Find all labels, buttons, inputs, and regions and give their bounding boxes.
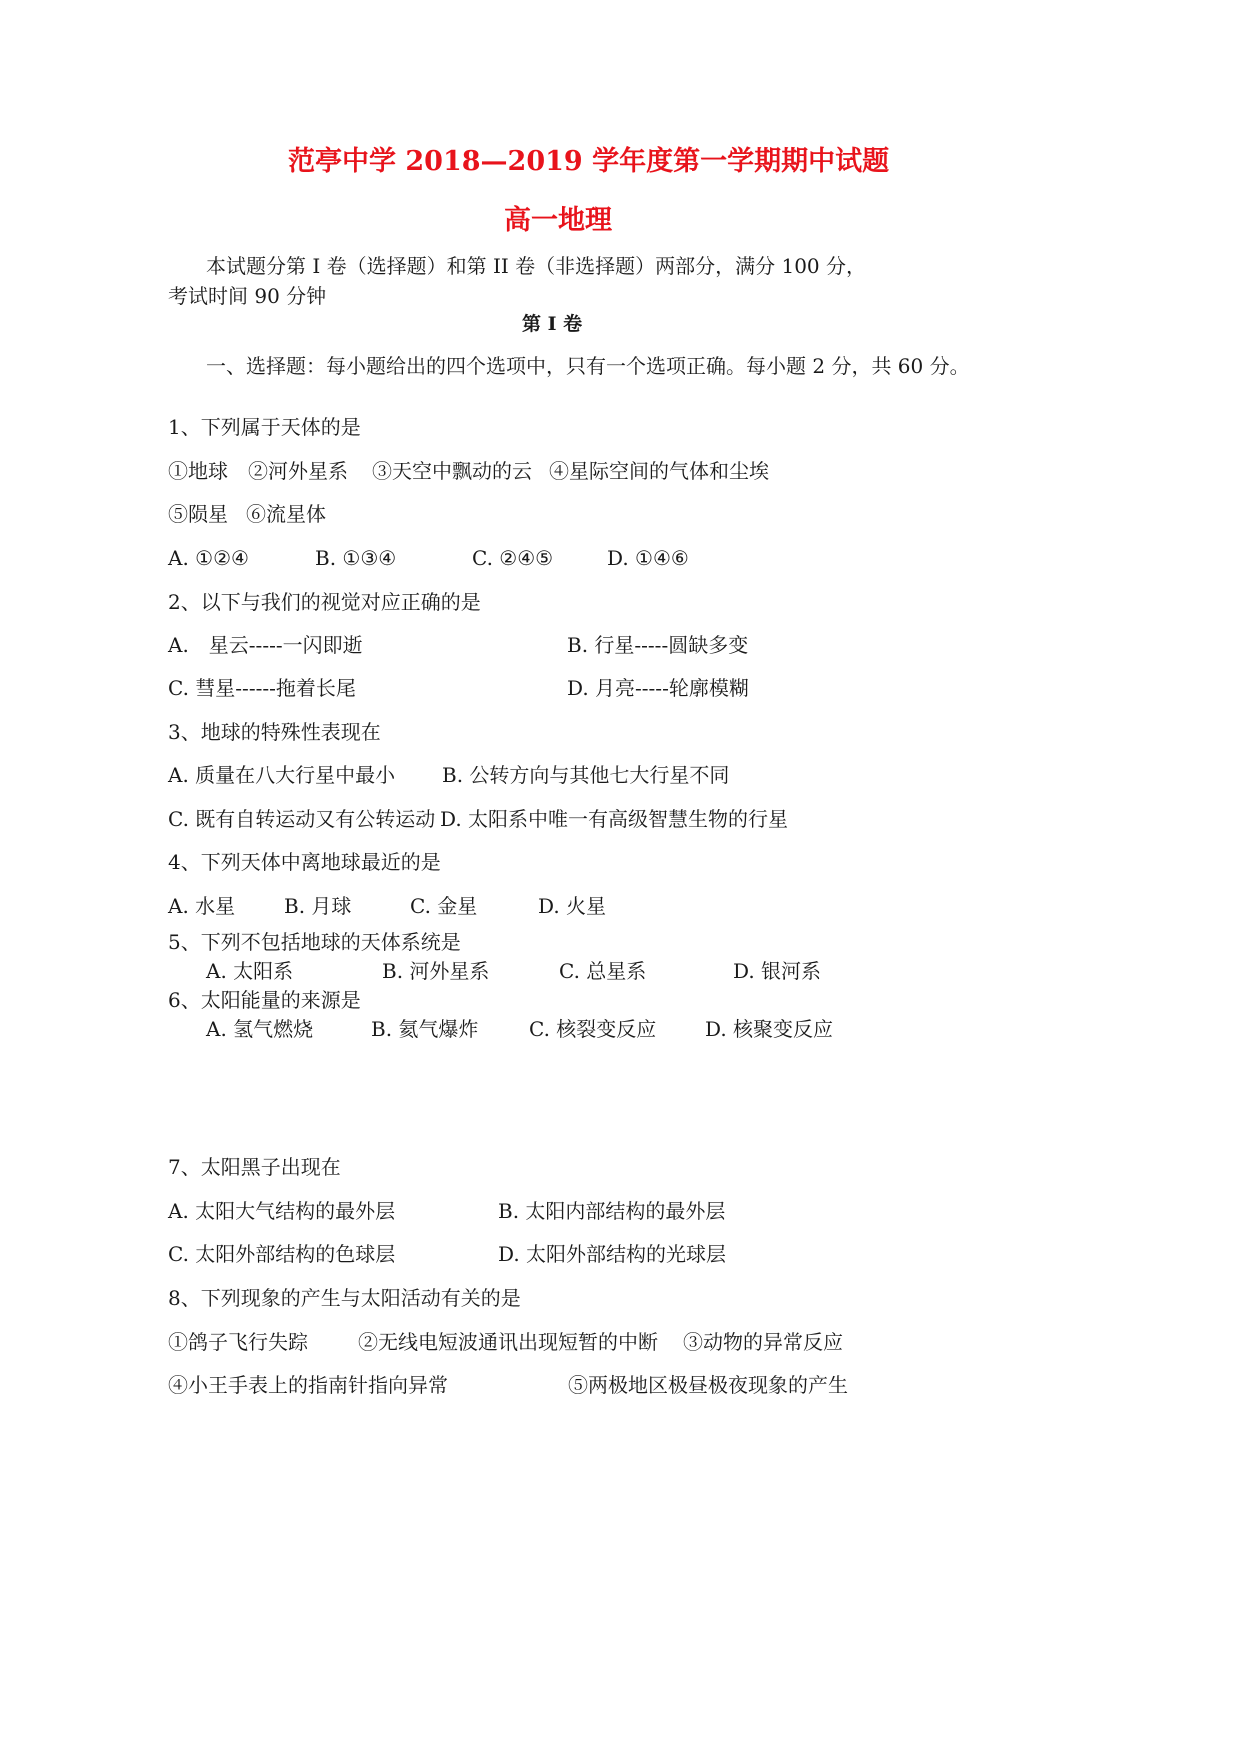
q2-stem: 2、以下与我们的视觉对应正确的是 (168, 590, 481, 614)
q7-option-b: B. 太阳内部结构的最外层 (498, 1199, 726, 1223)
q2-option-b: B. 行星-----圆缺多变 (567, 633, 749, 657)
intro-line-1: 本试题分第 I 卷（选择题）和第 II 卷（非选择题）两部分，满分 100 分， (206, 254, 867, 278)
q3-stem: 3、地球的特殊性表现在 (168, 720, 381, 744)
q1-option-c: C. ②④⑤ (472, 546, 554, 570)
q2-option-a: A. 星云-----一闪即逝 (168, 633, 363, 657)
exam-title: 范亭中学 2018—2019 学年度第一学期期中试题 (288, 146, 890, 177)
q6-option-c: C. 核裂变反应 (529, 1017, 657, 1041)
q4-option-a: A. 水星 (168, 894, 236, 918)
q5-stem: 5、下列不包括地球的天体系统是 (168, 930, 461, 954)
q8-stem: 8、下列现象的产生与太阳活动有关的是 (168, 1286, 521, 1310)
q8-item: ③动物的异常反应 (683, 1330, 843, 1354)
q5-option-c: C. 总星系 (559, 959, 647, 983)
q3-option-b: B. 公转方向与其他七大行星不同 (442, 763, 730, 787)
q6-option-a: A. 氢气燃烧 (206, 1017, 314, 1041)
q4-option-d: D. 火星 (538, 894, 607, 918)
q1-item: ④星际空间的气体和尘埃 (549, 459, 769, 483)
q6-stem: 6、太阳能量的来源是 (168, 988, 361, 1012)
q1-item: ③天空中飘动的云 (372, 459, 532, 483)
q7-stem: 7、太阳黑子出现在 (168, 1155, 341, 1179)
q6-option-d: D. 核聚变反应 (705, 1017, 834, 1041)
q4-stem: 4、下列天体中离地球最近的是 (168, 850, 441, 874)
q6-option-b: B. 氦气爆炸 (371, 1017, 479, 1041)
q5-option-b: B. 河外星系 (382, 959, 490, 983)
q2-option-d: D. 月亮-----轮廓模糊 (567, 676, 749, 700)
subject-title: 高一地理 (504, 205, 612, 236)
q1-item: ⑤陨星 (168, 502, 228, 526)
q1-option-b: B. ①③④ (315, 546, 397, 570)
q8-item: ①鸽子飞行失踪 (168, 1330, 308, 1354)
instructions: 一、选择题：每小题给出的四个选项中，只有一个选项正确。每小题 2 分，共 60 分。 (206, 354, 970, 378)
q2-option-c: C. 彗星------拖着长尾 (168, 676, 356, 700)
q5-option-a: A. 太阳系 (206, 959, 294, 983)
q1-option-d: D. ①④⑥ (607, 546, 689, 570)
q1-item: ①地球 (168, 459, 228, 483)
q3-option-c: C. 既有自转运动又有公转运动 (168, 807, 436, 831)
q8-item: ④小王手表上的指南针指向异常 (168, 1373, 448, 1397)
q8-item: ②无线电短波通讯出现短暂的中断 (358, 1330, 658, 1354)
q8-item: ⑤两极地区极昼极夜现象的产生 (568, 1373, 848, 1397)
q1-item: ②河外星系 (248, 459, 348, 483)
q7-option-d: D. 太阳外部结构的光球层 (498, 1242, 727, 1266)
q4-option-b: B. 月球 (284, 894, 352, 918)
q3-option-a: A. 质量在八大行星中最小 (168, 763, 396, 787)
intro-line-2: 考试时间 90 分钟 (168, 284, 327, 308)
q1-item: ⑥流星体 (246, 502, 326, 526)
q5-option-d: D. 银河系 (733, 959, 822, 983)
q4-option-c: C. 金星 (410, 894, 478, 918)
q1-option-a: A. ①②④ (168, 546, 249, 570)
section-heading: 第 I 卷 (522, 313, 583, 335)
q1-stem: 1、下列属于天体的是 (168, 415, 361, 439)
q3-option-d: D. 太阳系中唯一有高级智慧生物的行星 (440, 807, 789, 831)
q7-option-a: A. 太阳大气结构的最外层 (168, 1199, 396, 1223)
q7-option-c: C. 太阳外部结构的色球层 (168, 1242, 396, 1266)
